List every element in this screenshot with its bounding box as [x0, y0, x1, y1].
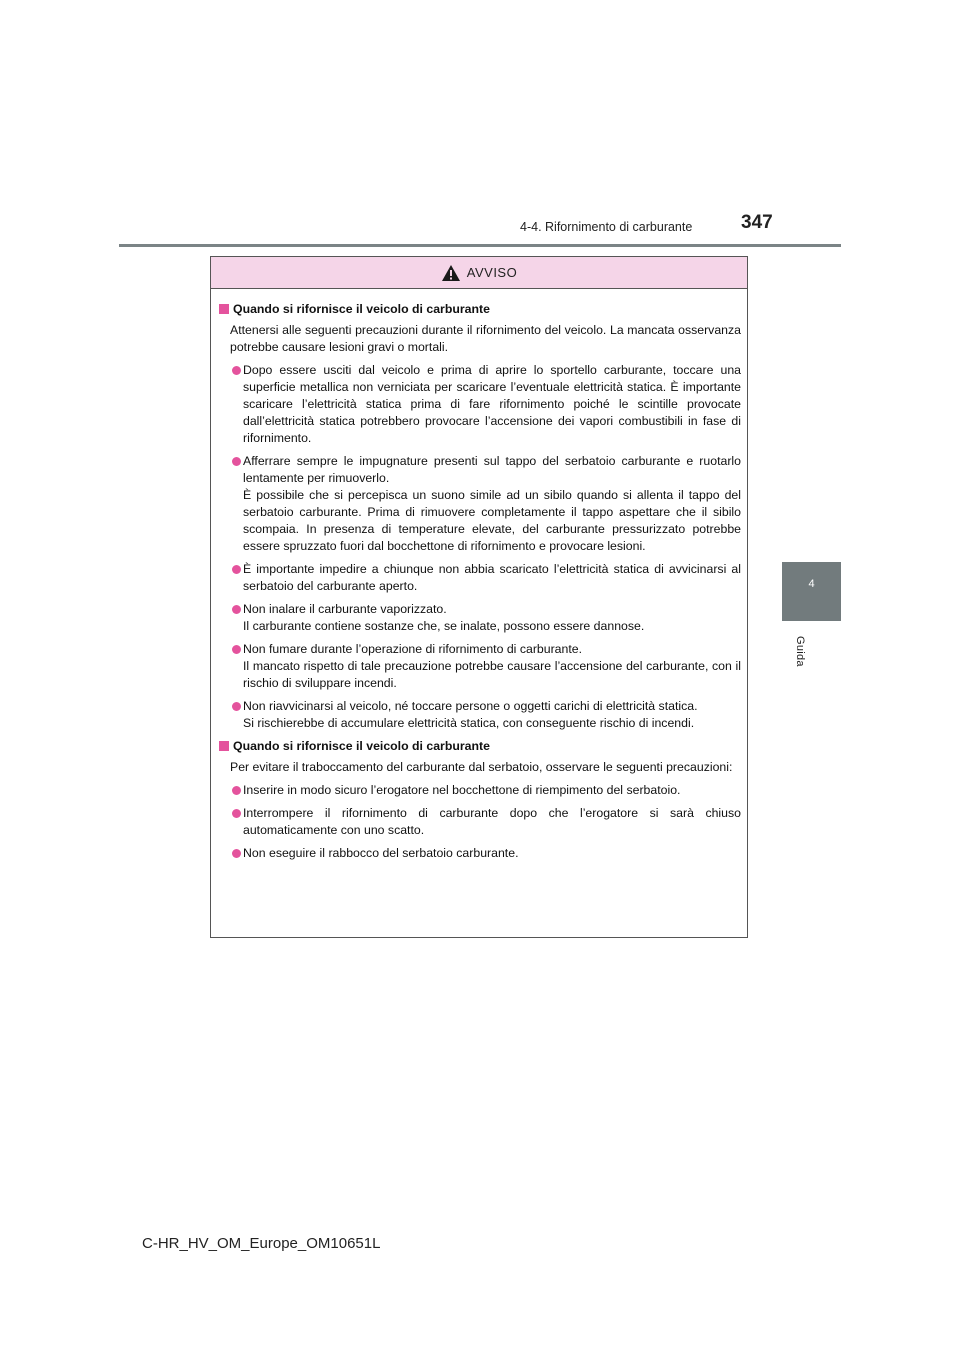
bullet-item — [219, 362, 741, 447]
chapter-tab — [782, 562, 841, 621]
bullet-dot-icon — [232, 809, 241, 818]
section-intro: Attenersi alle seguenti precauzioni durante il rifornimento del veicolo. La mancata osservanza potrebbe causare lesioni gravi o mortali. — [230, 323, 741, 354]
bullet-item — [219, 453, 741, 555]
section-heading — [219, 301, 741, 318]
document-code: C-HR_HV_OM_Europe_OM10651L — [142, 1235, 381, 1252]
chapter-number: 4 — [808, 578, 815, 590]
bullet-dot-icon — [232, 457, 241, 466]
warning-content — [211, 289, 747, 862]
header-divider — [119, 244, 841, 247]
bullet-dot-icon — [232, 565, 241, 574]
section-intro: Per evitare il traboccamento del carburante dal serbatoio, osservare le seguenti precauzioni: — [230, 760, 733, 774]
bullet-item — [219, 805, 741, 839]
section-heading — [219, 738, 741, 755]
bullet-dot-icon — [232, 849, 241, 858]
page-number: 347 — [741, 212, 773, 233]
bullet-text: Dopo essere usciti dal veicolo e prima di aprire lo sportello carburante, toccare una superficie metallica non verniciata per scaricare l’eventuale elettricità statica. È importante scaricare l’elettricità statica prima di fare rifornimento poiché le scintille provocate dall’elettricità statica potrebbero provocare l’accensione dei vapori combustibili in fase di rifornimento. — [243, 363, 741, 445]
warning-header — [211, 257, 747, 289]
bullet-dot-icon — [232, 605, 241, 614]
bullet-item — [219, 601, 741, 635]
section-heading-text: Quando si rifornisce il veicolo di carburante — [233, 302, 490, 316]
bullet-text: Inserire in modo sicuro l’erogatore nel bocchettone di riempimento del serbatoio. — [243, 783, 681, 797]
bullet-item — [219, 698, 741, 732]
section-heading-text: Quando si rifornisce il veicolo di carburante — [233, 739, 490, 753]
bullet-text: Non inalare il carburante vaporizzato. Il carburante contiene sostanze che, se inalate, possono essere dannose. — [243, 602, 645, 633]
square-bullet-icon — [219, 304, 229, 314]
bullet-item — [219, 845, 741, 862]
bullet-item — [219, 641, 741, 692]
bullet-text: Interrompere il rifornimento di carburante dopo che l’erogatore si sarà chiuso automaticamente con uno scatto. — [243, 806, 741, 837]
bullet-text: Afferrare sempre le impugnature presenti sul tappo del serbatoio carburante e ruotarlo lentamente per rimuoverlo. È possibile che si percepisca un suono simile ad un sibilo quando si allenta il tappo del serbatoio carburante. Prima di rimuovere completamente il tappo aspettare che il sibilo scompaia. In presenza di temperature elevate, del carburante pressurizzato potrebbe essere spruzzato fuori dal bocchettone di rifornimento e provocare lesioni. — [243, 454, 741, 553]
warning-triangle-icon — [441, 264, 461, 282]
bullet-dot-icon — [232, 366, 241, 375]
square-bullet-icon — [219, 741, 229, 751]
bullet-item — [219, 782, 741, 799]
bullet-text: Non riavvicinarsi al veicolo, né toccare persone o oggetti carichi di elettricità statica. Si rischierebbe di accumulare elettricità statica, con conseguente rischio di incendi. — [243, 699, 698, 730]
bullet-dot-icon — [232, 702, 241, 711]
bullet-text: Non eseguire il rabbocco del serbatoio carburante. — [243, 846, 519, 860]
bullet-dot-icon — [232, 786, 241, 795]
warning-box — [210, 256, 748, 938]
bullet-item — [219, 561, 741, 595]
warning-title: AVVISO — [466, 265, 518, 280]
bullet-dot-icon — [232, 645, 241, 654]
chapter-label: Guida — [794, 636, 806, 667]
bullet-text: Non fumare durante l’operazione di rifornimento di carburante. Il mancato rispetto di tale precauzione potrebbe causare l’accensione del carburante, con il rischio di sviluppare incendi. — [243, 642, 741, 690]
bullet-text: È importante impedire a chiunque non abbia scaricato l’elettricità statica di avvicinarsi al serbatoio del carburante aperto. — [243, 562, 741, 593]
section-title: 4-4. Rifornimento di carburante — [520, 220, 693, 234]
